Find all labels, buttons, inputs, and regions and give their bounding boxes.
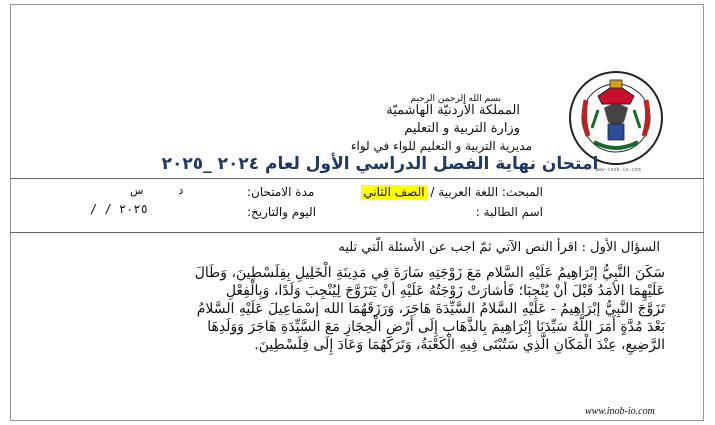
ministry-name: وزارة التربية و التعليم: [404, 121, 520, 136]
passage-line: عَلَيْهِمَا الأمَدُ قَبْلَ أنْ يُنْجِبَا؛ فَأشارَتْ زَوْجَتُهُ عَلَيْهِ أنْ يَتَزَوَّجَ لِيُنْجِبَ وَلَدًا، وَبِالْفِعْلِ: [225, 283, 665, 299]
emblem-caption: www.inob-io.com: [595, 167, 641, 173]
duration-field: [130, 184, 183, 197]
reading-passage: [105, 264, 665, 354]
duration-label: مدة الامتحان:: [247, 185, 315, 199]
exam-title: امتحان نهاية الفصل الدراسي الأول لعام ٢٠٢٤ _٢٠٢٥: [161, 154, 599, 174]
date-label: اليوم والتاريخ:: [247, 205, 317, 219]
footer-site: www.inob-io.com: [585, 406, 655, 417]
subject-label: المبحث: اللغة العربية: [438, 185, 543, 199]
separator: /: [430, 185, 435, 199]
passage-line: بَعْدَ مُدَّةٍ أَمَرَ اللَّهُ سَيِّدَنَا إِبْرَاهِيمَ بِالذَّهَابِ إِلَى أَرْضِ الْحِجَازِ مَعَ السَّيِّدَةِ هَاجَرَ وَوَلَدِهَا: [207, 319, 665, 335]
passage-line: سَكَنَ النَّبِيُّ إبْرَاهِيمُ عَلَيْهِ السَّلام مَعَ زَوْجَتِهِ سَارَةَ فِي مَدِينَةِ الْخَلِيلِ بِفِلَسْطِينَ، وَطَالَ: [194, 265, 665, 281]
kingdom-name: المملكة الأردنيّة الهاشميّة: [386, 103, 520, 118]
subject-line: [361, 185, 543, 199]
basmala: بسم الله الرحمن الرحيم: [410, 94, 501, 104]
divider-mid: [10, 232, 704, 233]
seconds-mark: س: [130, 184, 144, 197]
question-title: السؤال الأول : اقرأ النص الآتي ثمّ اجب عن الأسئلة الّتي تليه: [338, 240, 660, 255]
student-name-label: اسم الطالبة :: [475, 205, 543, 219]
directorate-name: مديرية التربية و التعليم للواء في لواء: [350, 139, 532, 153]
passage-line: تَزَوَّجَ النَّبِيُّ إبْرَاهِيمُ - عَلَيْهِ السَّلامُ السَّيِّدَةَ هَاجَرَ، وَرَزَقَهُمَا الله إسْمَاعِيلَ عَلَيْهِ السَّلامُ: [196, 301, 665, 317]
date-field: / / ٢٠٢٥: [90, 202, 148, 216]
jordan-coat-of-arms-icon: [568, 70, 664, 166]
minutes-mark: د: [178, 184, 184, 197]
grade-label: الصف الثاني: [363, 185, 425, 199]
passage-line: الرَّضِيعِ، عِنْدَ الْمَكَانِ الَّذِي سَتُبْنَى فِيهِ الْكَعْبَةُ، وَتَرَكَهُمَا وَعَادَ إِلَى فِلَسْطِينَ.: [254, 337, 665, 353]
divider-top: [10, 178, 704, 179]
